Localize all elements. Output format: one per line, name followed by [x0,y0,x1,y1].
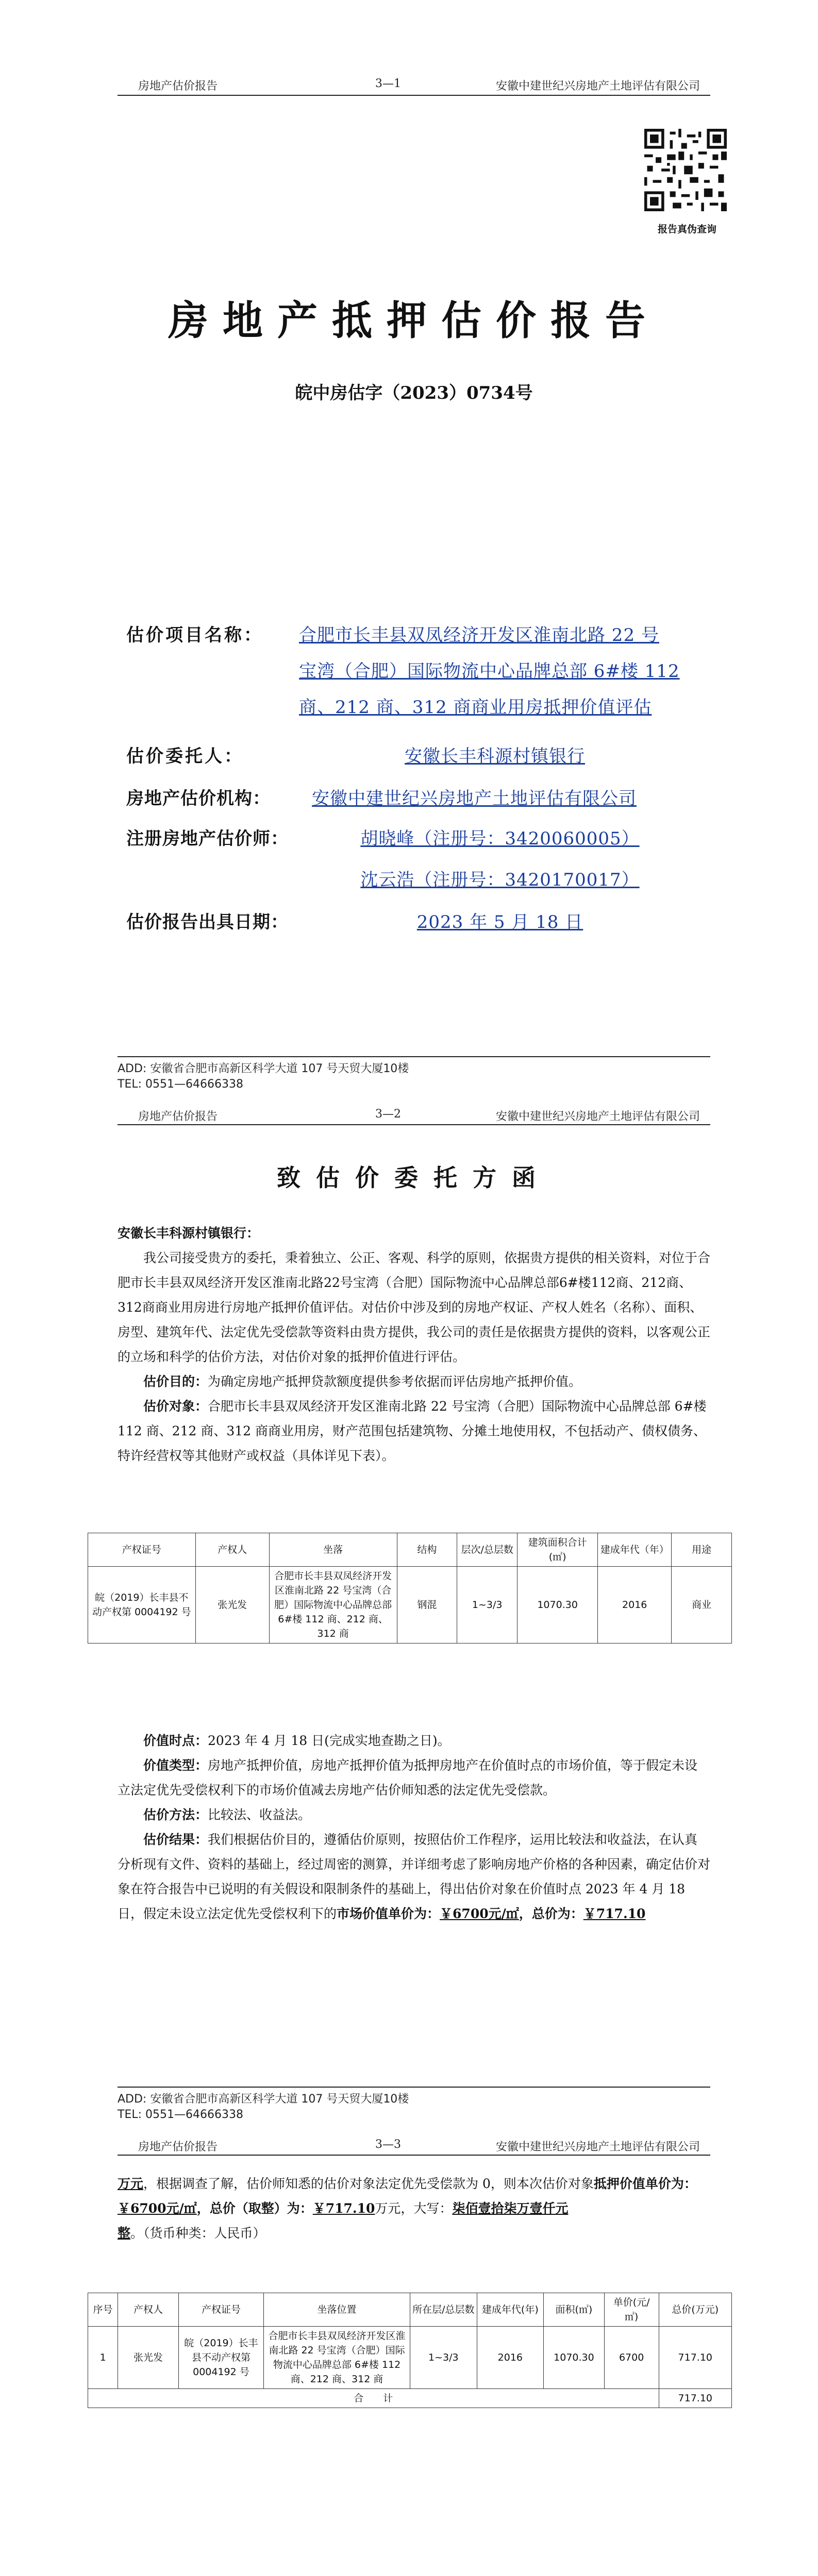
value-type-text: 房地产抵押价值，房地产抵押价值为抵押房地产在价值时点的市场价值，等于假定未设立法定优先受偿权利下的市场价值减去房地产估价师知悉的法定优先受偿款。 [118,1758,698,1798]
header-rule [118,95,710,96]
table-header: 产权证号 [88,1533,196,1567]
object-text: 合肥市长丰县双凤经济开发区淮南北路 22 号宝湾（合肥）国际物流中心品牌总部 6#楼 112 商、212 商、312 商商业用房，财产范围包括建筑物、分摊土地使用权，不包括动产、债权债务、特许经营权等其他财产或权益（具体详见下表）。 [118,1399,707,1463]
issue-date-label: 估价报告出具日期： [126,912,289,933]
header-page-number: 3—1 [375,77,401,90]
header-rule [118,1124,710,1125]
header-left: 房地产估价报告 [138,1110,218,1123]
qr-code-icon[interactable] [644,129,727,211]
value-date-label: 价值时点： [143,1733,208,1748]
table-cell: 2016 [598,1567,672,1643]
value-date-text: 2023 年 4 月 18 日(完成实地查勘之日)。 [208,1733,450,1748]
header-left: 房地产估价报告 [138,80,218,93]
table-header: 所在层/总层数 [410,2293,477,2327]
table-header: 层次/总层数 [457,1533,517,1567]
header-page-number: 3—2 [375,1108,401,1121]
footer-rule [118,2087,710,2088]
result-unit-wan: 万元 [118,2176,144,2191]
table-cell: 1070.30 [544,2327,605,2389]
letter-title: 致估价委托方函 [277,1164,551,1192]
value-type-label: 价值类型： [143,1758,208,1773]
table-header: 用途 [672,1533,732,1567]
table-cell: 钢混 [397,1567,457,1643]
market-unit-price: ￥6700元/㎡ [440,1906,519,1921]
table-cell: 皖（2019）长丰县不动产权第 0004192 号 [178,2327,263,2389]
table-cell: 合肥市长丰县双凤经济开发区淮南北路 22 号宝湾（合肥）国际物流中心品牌总部 6#楼 112 商、212 商、312 商 [264,2327,410,2389]
purpose-text: 为确定房地产抵押贷款额度提供参考依据而评估房地产抵押价值。 [208,1374,582,1389]
table-header: 建成年代(年) [477,2293,544,2327]
market-total-label: ，总价为： [519,1906,583,1921]
table-header: 单价(元/㎡) [604,2293,659,2327]
mortgage-total-price: ￥717.10 [312,2201,375,2216]
method-label: 估价方法： [143,1807,208,1822]
report-title: 房地产抵押估价报告 [168,297,660,344]
project-line-1: 合肥市长丰县双凤经济开发区淮南北路 22 号 [299,625,659,646]
client-label: 估价委托人： [126,746,244,767]
table-cell: 1~3/3 [457,1567,517,1643]
appraiser-1: 胡晓峰（注册号：3420060005） [360,828,640,849]
priority-text: ，根据调查了解，估价师知悉的估价对象法定优先受偿款为 0，则本次估价对象 [143,2176,594,2191]
footer-rule [118,1056,710,1057]
footer-tel: TEL: 0551—64666338 [118,1078,243,1091]
table-row [88,2327,732,2389]
project-line-2: 宝湾（合肥）国际物流中心品牌总部 6#楼 112 [299,661,680,682]
agency-value: 安徽中建世纪兴房地产土地评估有限公司 [312,788,637,809]
valuation-table [88,2293,732,2408]
page-footer [118,2092,409,2123]
header-left: 房地产估价报告 [138,2141,218,2154]
table-row [88,1567,732,1643]
table-cell: 1~3/3 [410,2327,477,2389]
total-label: 合 计 [88,2389,659,2408]
property-table [88,1533,732,1643]
result-continued [118,2172,710,2246]
issue-date-value: 2023 年 5 月 18 日 [416,912,583,933]
table-header: 产权人 [118,2293,179,2327]
salutation: 安徽长丰科源村镇银行： [118,1226,260,1241]
total-value: 717.10 [659,2389,731,2408]
table-cell: 2016 [477,2327,544,2389]
purpose-label: 估价目的： [143,1374,208,1389]
table-header-row [88,1533,732,1567]
table-header: 产权人 [195,1533,269,1567]
appraiser-2: 沈云浩（注册号：3420170017） [360,870,640,890]
header-page-number: 3—3 [375,2138,401,2151]
header-company: 安徽中建世纪兴房地产土地评估有限公司 [495,1110,700,1123]
result-label: 估价结果： [143,1832,208,1847]
table-cell: 717.10 [659,2327,731,2389]
client-value: 安徽长丰科源村镇银行 [405,746,585,767]
table-cell: 1 [88,2327,118,2389]
appraiser-label: 注册房地产估价师： [126,828,289,849]
header-company: 安徽中建世纪兴房地产土地评估有限公司 [495,80,700,93]
table-cell: 合肥市长丰县双凤经济开发区淮南北路 22 号宝湾（合肥）国际物流中心品牌总部 6#楼 112 商、212 商、312 商 [269,1567,397,1643]
intro-paragraph: 我公司接受贵方的委托，秉着独立、公正、客观、科学的原则，依据贵方提供的相关资料，对位于合肥市长丰县双凤经济开发区淮南北路22号宝湾（合肥）国际物流中心品牌总部6#楼112商、212商、312商商业用房进行房地产抵押价值评估。对估价中涉及到的房地产权证、产权人姓名（名称）、面积、房型、建筑年代、法定优先受偿款等资料由贵方提供，我公司的责任是依据贵方提供的资料，以客观公正的立场和科学的估价方法，对估价对象的抵押价值进行评估。 [118,1250,711,1364]
letter-body [118,1221,710,1468]
table-header: 产权证号 [178,2293,263,2327]
table-header: 建成年代（年） [598,1533,672,1567]
table-cell: 皖（2019）长丰县不动产权第 0004192 号 [88,1567,196,1643]
table-header: 坐落位置 [264,2293,410,2327]
header-company: 安徽中建世纪兴房地产土地评估有限公司 [495,2141,700,2154]
table-cell: 1070.30 [517,1567,598,1643]
table-cell: 商业 [672,1567,732,1643]
footer-address: ADD: 安徽省合肥市高新区科学大道 107 号天贸大厦10楼 [118,1062,409,1075]
table-header: 总价(万元) [659,2293,731,2327]
currency-note: 。（货币种类：人民币） [130,2226,266,2241]
market-price-label: 市场价值单价为： [337,1906,440,1921]
table-header-row [88,2293,732,2327]
table-cell: 张光发 [195,1567,269,1643]
table-header: 结构 [397,1533,457,1567]
letter-body-continued [118,1728,710,1926]
table-cell: 张光发 [118,2327,179,2389]
footer-tel: TEL: 0551—64666338 [118,2108,243,2121]
mortgage-unit-price: ￥6700元/㎡ [118,2201,197,2216]
mortgage-total-label: ，总价（取整）为： [196,2201,313,2216]
agency-label: 房地产估价机构： [126,788,271,809]
table-header: 坐落 [269,1533,397,1567]
table-header: 建筑面积合计(㎡) [517,1533,598,1567]
table-cell: 6700 [604,2327,659,2389]
page-footer [118,1061,409,1092]
table-total-row [88,2389,732,2408]
capital-amount: 柒佰壹拾柒万壹仟元整 [118,2201,569,2241]
header-rule [118,2155,710,2156]
table-header: 面积(㎡) [544,2293,605,2327]
object-label: 估价对象： [143,1399,208,1414]
project-label: 估价项目名称： [126,625,263,646]
capital-label: 万元，大写： [375,2201,453,2216]
market-total-price: ￥717.10 [583,1906,646,1921]
footer-address: ADD: 安徽省合肥市高新区科学大道 107 号天贸大厦10楼 [118,2093,409,2106]
report-number: 皖中房估字（2023）0734号 [295,383,533,403]
method-text: 比较法、收益法。 [208,1807,311,1822]
mortgage-price-label: 抵押价值单价为： [593,2176,697,2191]
table-header: 序号 [88,2293,118,2327]
project-line-3: 商、212 商、312 商商业用房抵押价值评估 [299,697,652,718]
qr-caption: 报告真伪查询 [657,224,716,235]
result-text: 我们根据估价目的，遵循估价原则，按照估价工作程序，运用比较法和收益法，在认真分析现有文件、资料的基础上，经过周密的测算，并详细考虑了影响房地产价格的各种因素，确定估价对象在符合报告中已说明的有关假设和限制条件的基础上，得出估价对象在价值时点 2023 年 4 月 18 日，假定未设立法定优先受偿权利下的 [118,1832,711,1921]
